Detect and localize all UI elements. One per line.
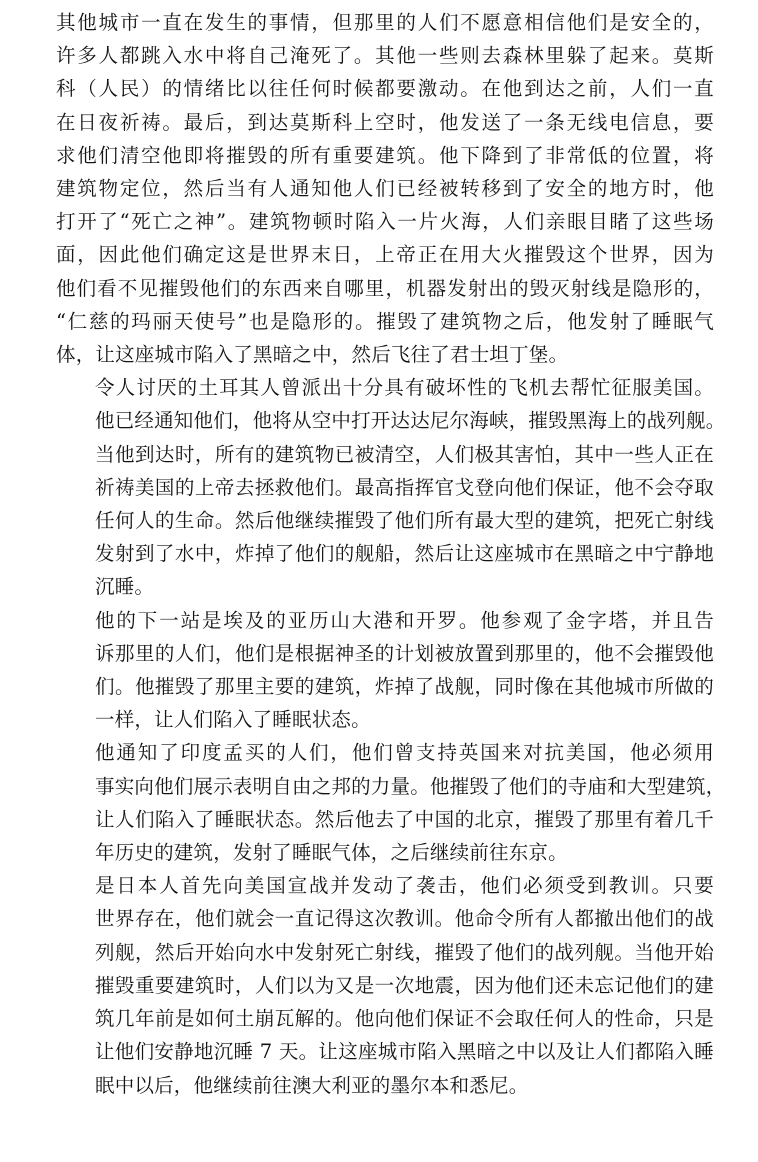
paragraph [56,736,726,869]
body-text [56,6,726,1102]
paragraph [56,6,714,371]
text-line: 体，让这座城市陷入了黑暗之中，然后飞往了君士坦丁堡。 [56,343,569,367]
text-line: 任何人的生命。然后他继续摧毁了他们所有最大型的建筑，把死亡射线 [95,509,714,533]
text-line: 科（人民）的情绪比以往任何时候都要激动。在他到达之前，人们一直 [56,77,714,101]
text-line: 当他到达时，所有的建筑物已被清空，人们极其害怕，其中一些人正在 [95,442,714,466]
text-line: 在日夜祈祷。最后，到达莫斯科上空时，他发送了一条无线电信息，要 [56,110,714,134]
text-line: 摧毁重要建筑时，人们以为又是一次地震，因为他们还未忘记他们的建 [95,973,714,997]
text-line: 祈祷美国的上帝去拯救他们。最高指挥官戈登向他们保证，他不会夺取 [95,475,714,499]
text-line: 眠中以后，他继续前往澳大利亚的墨尔本和悉尼。 [95,1073,529,1097]
text-line: 发射到了水中，炸掉了他们的舰船，然后让这座城市在黑暗之中宁静地 [95,542,714,566]
text-line: 列舰，然后开始向水中发射死亡射线，摧毁了他们的战列舰。当他开始 [95,940,714,964]
paragraph [56,604,714,737]
text-line: 一样，让人们陷入了睡眠状态。 [95,708,371,732]
paragraph [56,371,726,603]
text-line: 们。他摧毁了那里主要的建筑，炸掉了战舰，同时像在其他城市所做的 [95,675,714,699]
text-line: 是日本人首先向美国宣战并发动了袭击，他们必须受到教训。只要 [95,874,714,898]
text-line: 打开了“死亡之神”。建筑物顿时陷入一片火海，人们亲眼目睹了这些场 [56,210,714,234]
text-line: 事实向他们展示表明自由之邦的力量。他摧毁了他们的寺庙和大型建筑， [95,774,726,798]
text-line: 求他们清空他即将摧毁的所有重要建筑。他下降到了非常低的位置，将 [56,143,714,167]
text-line: 许多人都跳入水中将自己淹死了。其他一些则去森林里躲了起来。莫斯 [56,44,714,68]
text-line: 他已经通知他们，他将从空中打开达达尼尔海峡，摧毁黑海上的战列舰。 [95,409,726,433]
text-line: “仁慈的玛丽天使号”也是隐形的。摧毁了建筑物之后，他发射了睡眠气 [56,309,714,333]
text-line: 沉睡。 [95,575,155,599]
text-line: 让人们陷入了睡眠状态。然后他去了中国的北京，摧毁了那里有着几千 [95,807,714,831]
text-line: 建筑物定位，然后当有人通知他人们已经被转移到了安全的地方时，他 [56,177,714,201]
text-line: 世界存在，他们就会一直记得这次教训。他命令所有人都撤出他们的战 [95,907,714,931]
text-line: 他们看不见摧毁他们的东西来自哪里，机器发射出的毁灭射线是隐形的， [56,276,714,300]
text-line: 面，因此他们确定这是世界末日，上帝正在用大火摧毁这个世界，因为 [56,243,714,267]
text-line: 年历史的建筑，发射了睡眠气体，之后继续前往东京。 [95,841,568,865]
text-line: 令人讨厌的土耳其人曾派出十分具有破坏性的飞机去帮忙征服美国。 [95,376,714,400]
text-line: 筑几年前是如何土崩瓦解的。他向他们保证不会取任何人的性命，只是 [95,1007,714,1031]
text-line: 其他城市一直在发生的事情，但那里的人们不愿意相信他们是安全的， [56,11,714,34]
text-line: 他的下一站是埃及的亚历山大港和开罗。他参观了金字塔，并且告 [95,608,714,632]
paragraph [56,869,714,1101]
text-line: 他通知了印度孟买的人们，他们曾支持英国来对抗美国，他必须用 [95,741,714,765]
text-line: 让他们安静地沉睡 7 天。让这座城市陷入黑暗之中以及让人们都陷入睡 [95,1040,714,1064]
text-line: 诉那里的人们，他们是根据神圣的计划被放置到那里的，他不会摧毁他 [95,641,714,665]
